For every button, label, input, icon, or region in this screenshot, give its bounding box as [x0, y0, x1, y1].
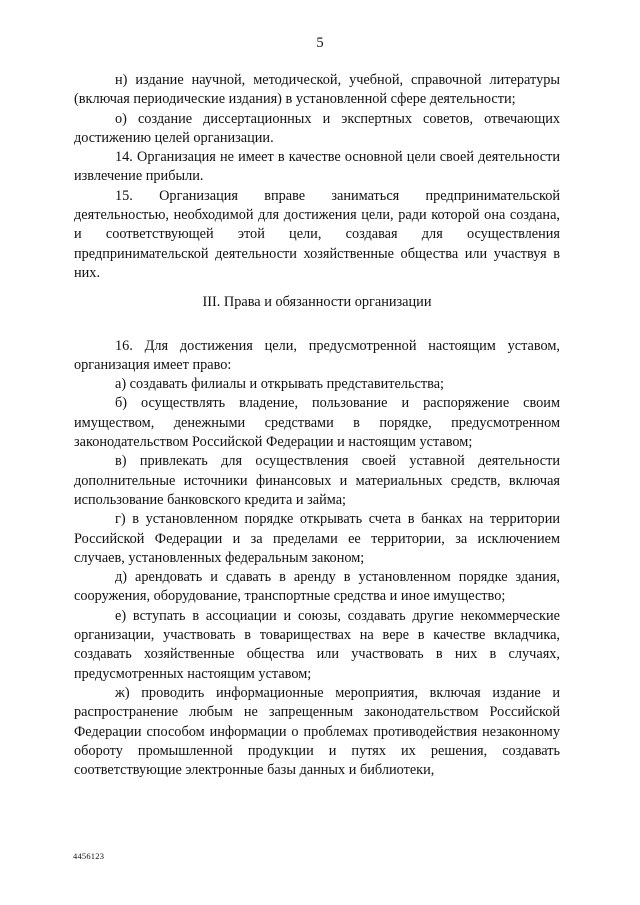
paragraph-zh: ж) проводить информационные мероприятия, включая издание и распространение любым не запрещенным законодательством Российской Федерации способом информации о проблемах противодействия незаконному обороту промышленной продукции и путях их решения, создавать соответствующие электронные базы данных и библиотеки,	[74, 684, 560, 779]
paragraph-a: а) создавать филиалы и открывать представительства;	[115, 376, 445, 393]
paragraph-d: д) арендовать и сдавать в аренду в установленном порядке здания, сооружения, оборудование, транспортные средства и иное имущество;	[74, 569, 560, 605]
paragraph-o: о) создание диссертационных и экспертных советов, отвечающих достижению целей организации.	[74, 110, 560, 146]
section-heading: III. Права и обязанности организации	[202, 294, 432, 311]
paragraph-b: б) осуществлять владение, пользование и распоряжение своим имуществом, денежными средствами в порядке, предусмотренном законодательством Российской Федерации и настоящим уставом;	[74, 395, 560, 451]
paragraph-n: н) издание научной, методической, учебной, справочной литературы (включая периодические издания) в установленной сфере деятельности;	[74, 72, 560, 108]
document-code: 4456123	[73, 851, 105, 861]
paragraph-g: г) в установленном порядке открывать счета в банках на территории Российской Федерации и за пределами ее территории, за исключением случаев, установленных федеральным законом;	[74, 511, 560, 566]
document-body	[74, 71, 560, 780]
paragraph-16: 16. Для достижения цели, предусмотренной настоящим уставом, организация имеет право:	[74, 337, 560, 373]
page-number: 5	[316, 35, 324, 51]
paragraph-15: 15. Организация вправе заниматься предпринимательской деятельностью, необходимой для достижения цели, ради которой она создана, и соответствующей этой цели, создавая для осуществления предпринимательской деятельности хозяйственные общества или участвуя в них.	[74, 187, 560, 281]
paragraph-v: в) привлекать для осуществления своей уставной деятельности дополнительные источники финансовых и материальных средств, включая использование банковского кредита и займа;	[74, 453, 560, 508]
paragraph-14: 14. Организация не имеет в качестве основной цели своей деятельности извлечение прибыли.	[74, 149, 560, 185]
paragraph-e: е) вступать в ассоциации и союзы, создавать другие некоммерческие организации, участвовать в товариществах на вере в качестве вкладчика, создавать хозяйственные общества или участвовать в них в случаях, предусмотренных настоящим уставом;	[74, 607, 560, 682]
